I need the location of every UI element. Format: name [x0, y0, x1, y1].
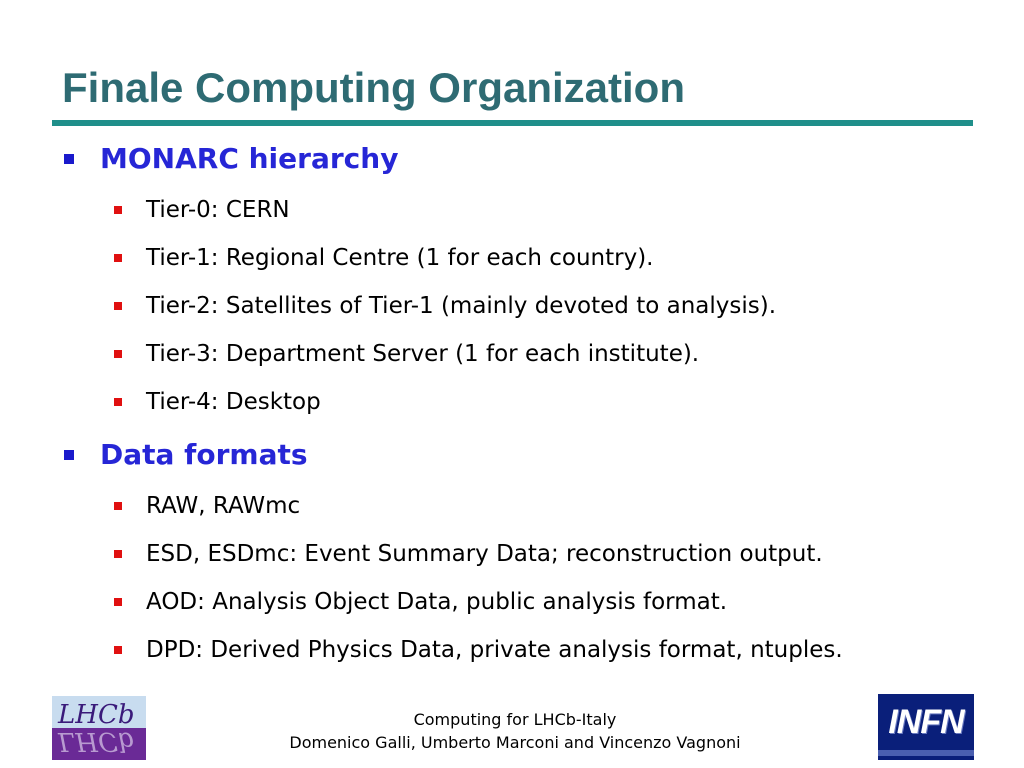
footer-line-2: Domenico Galli, Umberto Marconi and Vincenzo Vagnoni: [289, 733, 741, 752]
square-bullet-icon: [114, 598, 122, 606]
list-item-text: Tier-3: Department Server (1 for each institute).: [146, 341, 700, 367]
list-item: [0, 290, 1024, 324]
list-item: [0, 338, 1024, 372]
list-item-text: Tier-0: CERN: [146, 197, 290, 223]
list-item-text: AOD: Analysis Object Data, public analysis format.: [146, 589, 728, 615]
list-item: [0, 538, 1024, 572]
square-bullet-icon: [64, 450, 74, 460]
list-item-text: DPD: Derived Physics Data, private analysis format, ntuples.: [146, 637, 843, 663]
footer: [200, 708, 830, 754]
list-item-text: ESD, ESDmc: Event Summary Data; reconstruction output.: [146, 541, 823, 567]
section-heading: MONARC hierarchy: [100, 142, 399, 175]
list-item: [0, 194, 1024, 228]
square-bullet-icon: [114, 206, 122, 214]
square-bullet-icon: [114, 398, 122, 406]
square-bullet-icon: [114, 646, 122, 654]
infn-logo: [878, 694, 974, 760]
list-item: [0, 634, 1024, 668]
footer-line-1: Computing for LHCb-Italy: [413, 710, 617, 729]
square-bullet-icon: [114, 502, 122, 510]
square-bullet-icon: [114, 302, 122, 310]
infn-logo-strip: [878, 750, 974, 756]
list-item-text: Tier-2: Satellites of Tier-1 (mainly devoted to analysis).: [146, 293, 777, 319]
list-item-text: Tier-4: Desktop: [146, 389, 321, 415]
list-item: [0, 242, 1024, 276]
section-monarc-hierarchy: [0, 140, 1024, 180]
lhcb-logo: [52, 696, 146, 760]
square-bullet-icon: [114, 550, 122, 558]
square-bullet-icon: [114, 254, 122, 262]
list-item-text: RAW, RAWmc: [146, 493, 301, 519]
slide-title: Finale Computing Organization: [62, 64, 685, 111]
list-item: [0, 386, 1024, 420]
section-heading: Data formats: [100, 438, 308, 471]
square-bullet-icon: [64, 154, 74, 164]
title-divider: [52, 120, 973, 126]
infn-logo-text: INFN: [888, 703, 964, 741]
list-item: [0, 490, 1024, 524]
square-bullet-icon: [114, 350, 122, 358]
list-item-text: Tier-1: Regional Centre (1 for each country).: [146, 245, 654, 271]
lhcb-logo-text: LHCb: [58, 700, 135, 730]
section-data-formats: [0, 436, 1024, 476]
list-item: [0, 586, 1024, 620]
lhcb-logo-reflection: LHCb: [58, 726, 135, 756]
